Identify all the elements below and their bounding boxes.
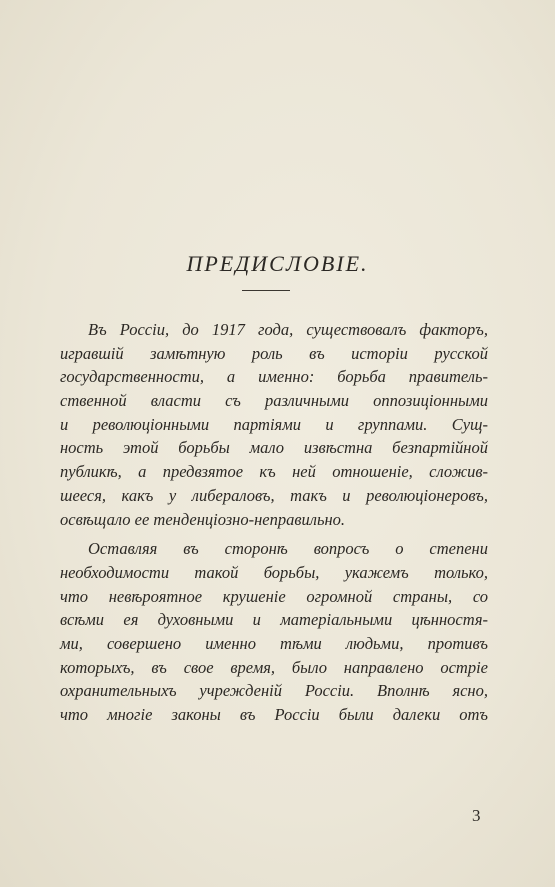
text-line: всѣми ея духовными и матеріальными цѣнностя- bbox=[60, 610, 488, 630]
text-line: ми, совершено именно тѣми людьми, противъ bbox=[60, 633, 488, 653]
text-line: и революціонными партіями и группами. Сущ- bbox=[60, 414, 488, 434]
text-line: что многіе законы въ Россіи были далеки отъ bbox=[60, 705, 488, 724]
text-line: что невѣроятное крушеніе огромной страны, со bbox=[60, 586, 488, 606]
paragraph-1 bbox=[60, 318, 488, 531]
text-line: охранительныхъ учрежденій Россіи. Вполнѣ ясно, bbox=[60, 681, 488, 701]
text-line: шееся, какъ у либераловъ, такъ и революціонеровъ, bbox=[60, 485, 488, 505]
paragraph-2 bbox=[60, 537, 488, 727]
text-line: которыхъ, въ свое время, было направлено остріе bbox=[60, 657, 488, 677]
text-line: игравшій замѣтную роль въ исторіи русской bbox=[60, 343, 488, 363]
text-line: необходимости такой борьбы, укажемъ только, bbox=[60, 562, 488, 582]
heading-rule bbox=[242, 290, 290, 291]
text-line: освѣщало ее тенденціозно-неправильно. bbox=[60, 509, 346, 529]
text-line: ность этой борьбы мало извѣстна безпартійной bbox=[60, 438, 488, 458]
page-heading: ПРЕДИСЛОВІЕ. bbox=[186, 251, 369, 276]
page-number: 3 bbox=[472, 806, 481, 825]
text-line: публикѣ, а предвзятое къ ней отношеніе, сложив- bbox=[60, 462, 488, 482]
text-line: Въ Россіи, до 1917 года, существовалъ факторъ, bbox=[88, 320, 488, 339]
text-line: государственности, а именно: борьба правитель- bbox=[60, 367, 488, 387]
text-line: Оставляя въ сторонѣ вопросъ о степени bbox=[88, 539, 488, 559]
body-text bbox=[60, 318, 488, 727]
text-line: ственной власти съ различными оппозиціонными bbox=[60, 391, 488, 411]
